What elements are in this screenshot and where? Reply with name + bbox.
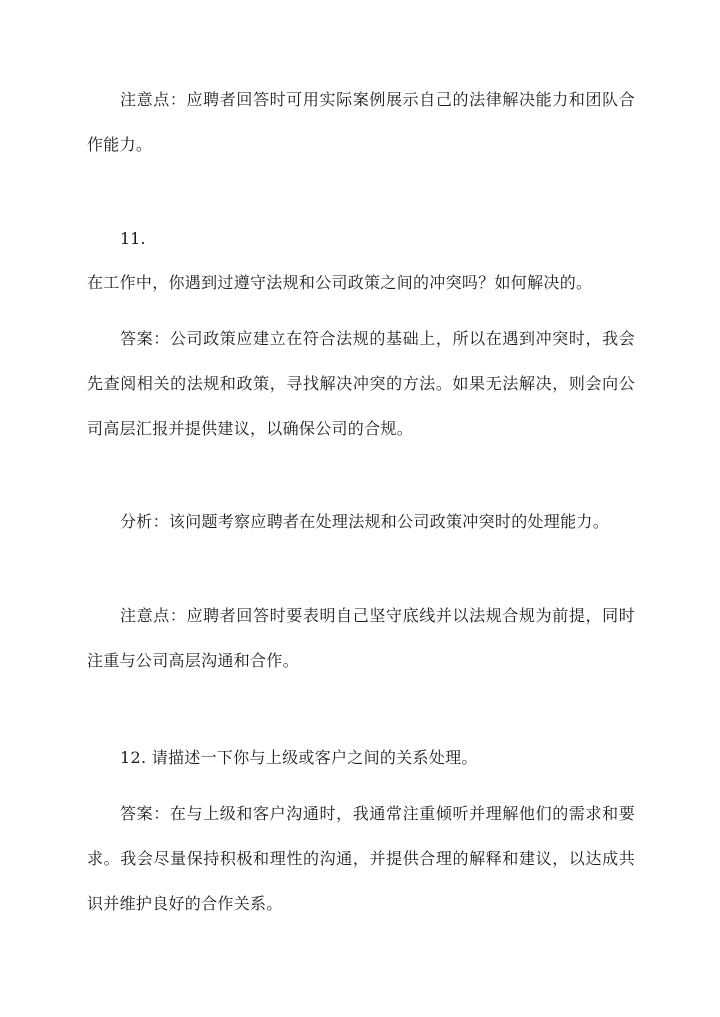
note-paragraph-q11: 注意点：应聘者回答时要表明自己坚守底线并以法规合规为前提，同时注重与公司高层沟通和合作。	[87, 606, 635, 670]
question-number-11: 11.	[120, 229, 146, 248]
note-paragraph-q10: 注意点：应聘者回答时可用实际案例展示自己的法律解决能力和团队合作能力。	[87, 90, 635, 154]
question-text-11: 在工作中，你遇到过遵守法规和公司政策之间的冲突吗？如何解决的。	[87, 273, 593, 292]
question-text-12: 12. 请描述一下你与上级或客户之间的关系处理。	[120, 748, 478, 767]
analysis-paragraph-q11: 分析：该问题考察应聘者在处理法规和公司政策冲突时的处理能力。	[120, 512, 610, 531]
answer-paragraph-q11: 答案：公司政策应建立在符合法规的基础上，所以在遇到冲突时，我会先查阅相关的法规和政策，寻找解决冲突的方法。如果无法解决，则会向公司高层汇报并提供建议，以确保公司的合规。	[87, 329, 635, 438]
answer-paragraph-q12: 答案：在与上级和客户沟通时，我通常注重倾听并理解他们的需求和要求。我会尽量保持积极和理性的沟通，并提供合理的解释和建议，以达成共识并维护良好的合作关系。	[87, 804, 635, 913]
